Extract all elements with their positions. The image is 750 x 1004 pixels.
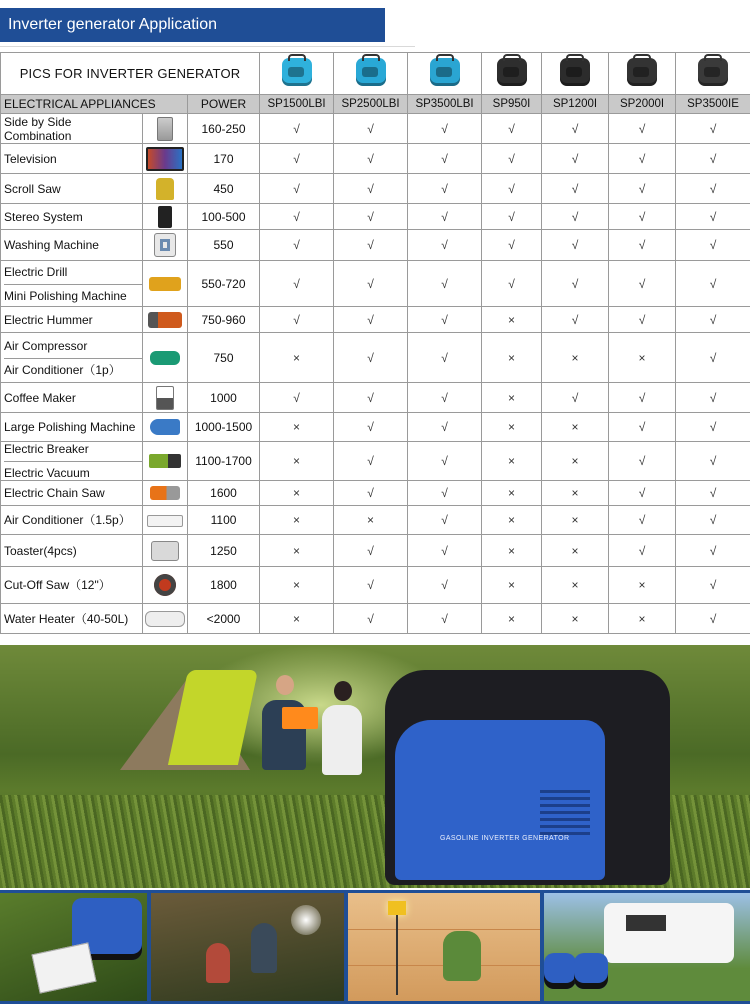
cutoff-saw-icon <box>154 574 176 596</box>
generator-label: GASOLINE INVERTER GENERATOR <box>440 835 570 842</box>
compatible-mark: √ <box>482 261 542 307</box>
appliance-row <box>1 413 750 442</box>
compatible-mark: √ <box>482 174 542 204</box>
incompatible-mark: × <box>260 506 334 535</box>
generator-vent <box>540 790 590 838</box>
compatible-mark: √ <box>676 383 750 413</box>
appliance-image <box>143 230 188 261</box>
appliance-power: 550 <box>188 230 260 261</box>
thumbnail-charging <box>0 893 147 1001</box>
person-head <box>334 681 352 701</box>
compatible-mark: √ <box>334 604 408 634</box>
appliance-name <box>1 204 143 230</box>
appliance-image <box>143 383 188 413</box>
appliance-power: <2000 <box>188 604 260 634</box>
compatible-mark: √ <box>408 174 482 204</box>
rv <box>604 903 734 963</box>
appliance-power: 1000 <box>188 383 260 413</box>
compatible-mark: √ <box>482 230 542 261</box>
compatible-mark: √ <box>609 442 676 481</box>
col-header-appliances: ELECTRICAL APPLIANCES <box>1 95 188 114</box>
compatible-mark: √ <box>676 144 750 174</box>
compatible-mark: √ <box>676 333 750 383</box>
generator-icon <box>574 953 608 989</box>
generator-icon <box>497 58 527 86</box>
person <box>206 943 230 983</box>
col-header-model: SP2000I <box>609 95 676 114</box>
appliance-row <box>1 204 750 230</box>
divider <box>0 46 415 47</box>
appliance-name <box>1 383 143 413</box>
appliance-label: Electric Hummer <box>4 312 93 327</box>
appliance-image <box>143 144 188 174</box>
compatible-mark: √ <box>334 481 408 506</box>
appliance-row <box>1 114 750 144</box>
appliance-power: 170 <box>188 144 260 174</box>
appliance-name <box>1 174 143 204</box>
incompatible-mark: × <box>609 604 676 634</box>
appliance-image <box>143 604 188 634</box>
generator-image-sp950i <box>482 53 542 95</box>
section-banner <box>0 8 385 42</box>
appliance-label: Electric Chain Saw <box>4 486 105 500</box>
appliance-row <box>1 442 750 481</box>
compatible-mark: √ <box>408 535 482 567</box>
appliance-image <box>143 413 188 442</box>
appliance-image <box>143 506 188 535</box>
generator-icon <box>356 58 386 86</box>
incompatible-mark: × <box>482 383 542 413</box>
appliance-name <box>1 506 143 535</box>
appliance-name <box>1 413 143 442</box>
appliance-power: 1100-1700 <box>188 442 260 481</box>
incompatible-mark: × <box>542 535 609 567</box>
appliance-row <box>1 230 750 261</box>
ac-icon <box>147 515 183 527</box>
appliance-power: 160-250 <box>188 114 260 144</box>
generator-image-sp1500lbi <box>260 53 334 95</box>
appliance-power: 1800 <box>188 567 260 604</box>
compatible-mark: √ <box>676 204 750 230</box>
fridge-icon <box>157 117 173 141</box>
generator-icon <box>430 58 460 86</box>
compatible-mark: √ <box>334 442 408 481</box>
chainsaw-icon <box>150 486 180 500</box>
appliance-name <box>1 230 143 261</box>
compatible-mark: √ <box>408 481 482 506</box>
header-row <box>1 95 750 114</box>
appliance-image <box>143 307 188 333</box>
compatible-mark: √ <box>676 307 750 333</box>
incompatible-mark: × <box>542 413 609 442</box>
water-heater-icon <box>145 611 185 627</box>
incompatible-mark: × <box>609 333 676 383</box>
compatible-mark: √ <box>609 413 676 442</box>
appliance-name <box>1 535 143 567</box>
generator-image-sp3500lbi <box>408 53 482 95</box>
appliance-label: Television <box>4 151 57 166</box>
appliance-label: Large Polishing Machine <box>4 420 136 434</box>
compatible-mark: √ <box>542 204 609 230</box>
appliance-label: Air Conditioner（1.5p） <box>4 513 131 527</box>
compatible-mark: √ <box>408 442 482 481</box>
compatible-mark: √ <box>334 174 408 204</box>
pictures-row <box>1 53 750 95</box>
appliance-row <box>1 174 750 204</box>
compatible-mark: √ <box>334 383 408 413</box>
appliance-power: 1100 <box>188 506 260 535</box>
compatible-mark: √ <box>260 174 334 204</box>
compatible-mark: √ <box>609 261 676 307</box>
incompatible-mark: × <box>609 567 676 604</box>
compatible-mark: √ <box>334 413 408 442</box>
speaker-icon <box>158 206 172 228</box>
appliance-label: Air Conditioner（1p） <box>4 358 142 377</box>
appliance-power: 550-720 <box>188 261 260 307</box>
compatible-mark: √ <box>334 333 408 383</box>
compatible-mark: √ <box>408 230 482 261</box>
appliance-label: Coffee Maker <box>4 390 76 405</box>
compatible-mark: √ <box>609 535 676 567</box>
compatible-mark: √ <box>676 481 750 506</box>
thumbnail-camping <box>151 893 344 1001</box>
incompatible-mark: × <box>482 535 542 567</box>
application-table <box>0 52 750 634</box>
compatible-mark: √ <box>260 230 334 261</box>
appliance-label: Electric Drill <box>4 264 68 279</box>
appliance-label: Cut-Off Saw（12"） <box>4 578 111 592</box>
toaster-icon <box>151 541 179 561</box>
generator-icon <box>560 58 590 86</box>
col-header-model: SP2500LBI <box>334 95 408 114</box>
compatible-mark: √ <box>542 261 609 307</box>
appliance-power: 1250 <box>188 535 260 567</box>
compatible-mark: √ <box>334 567 408 604</box>
incompatible-mark: × <box>260 442 334 481</box>
compatible-mark: √ <box>260 204 334 230</box>
compatible-mark: √ <box>334 535 408 567</box>
appliance-image <box>143 442 188 481</box>
compatible-mark: √ <box>676 261 750 307</box>
appliance-row <box>1 383 750 413</box>
compatible-mark: √ <box>260 261 334 307</box>
appliance-name <box>1 567 143 604</box>
compatible-mark: √ <box>542 174 609 204</box>
appliance-label: Electric Vacuum <box>4 461 142 480</box>
incompatible-mark: × <box>542 442 609 481</box>
appliance-name <box>1 114 143 144</box>
hammer-icon <box>148 312 182 328</box>
compatible-mark: √ <box>676 506 750 535</box>
appliance-image <box>143 204 188 230</box>
thumbnail-worksite <box>348 893 540 1001</box>
compatible-mark: √ <box>334 230 408 261</box>
appliance-label: Water Heater（40-50L) <box>4 611 129 626</box>
appliance-label: Air Compressor <box>4 338 88 353</box>
banner-title: Inverter generator Application <box>8 16 218 33</box>
worker <box>443 931 481 981</box>
appliance-label: Scroll Saw <box>4 181 61 196</box>
compatible-mark: √ <box>408 144 482 174</box>
appliance-power: 450 <box>188 174 260 204</box>
compatible-mark: √ <box>408 506 482 535</box>
col-header-model: SP1500LBI <box>260 95 334 114</box>
incompatible-mark: × <box>482 604 542 634</box>
appliance-name <box>1 261 143 307</box>
appliance-label: Electric Breaker <box>4 442 89 456</box>
generator-icon <box>282 58 312 86</box>
compatible-mark: √ <box>609 114 676 144</box>
incompatible-mark: × <box>482 413 542 442</box>
generator-image-sp1200i <box>542 53 609 95</box>
appliance-row <box>1 567 750 604</box>
compatible-mark: √ <box>408 307 482 333</box>
compatible-mark: √ <box>676 114 750 144</box>
appliance-image <box>143 567 188 604</box>
compatible-mark: √ <box>609 230 676 261</box>
compatible-mark: √ <box>334 261 408 307</box>
incompatible-mark: × <box>482 481 542 506</box>
compatible-mark: √ <box>334 144 408 174</box>
appliance-row <box>1 535 750 567</box>
laptop <box>282 707 318 729</box>
appliance-row <box>1 604 750 634</box>
appliance-row <box>1 333 750 383</box>
appliance-name <box>1 442 143 481</box>
compatible-mark: √ <box>408 261 482 307</box>
incompatible-mark: × <box>260 604 334 634</box>
angle-grinder-icon <box>150 419 180 435</box>
compatible-mark: √ <box>542 307 609 333</box>
appliance-power: 750 <box>188 333 260 383</box>
appliance-name <box>1 604 143 634</box>
appliance-name <box>1 144 143 174</box>
compatible-mark: √ <box>609 307 676 333</box>
jigsaw-icon <box>156 178 174 200</box>
appliance-label: Toaster(4pcs) <box>4 543 77 558</box>
compatible-mark: √ <box>408 383 482 413</box>
appliance-name <box>1 481 143 506</box>
appliance-label: Side by Side Combination <box>4 114 72 143</box>
appliance-row <box>1 144 750 174</box>
col-header-model: SP1200I <box>542 95 609 114</box>
compatible-mark: √ <box>676 604 750 634</box>
compatible-mark: √ <box>609 174 676 204</box>
compatible-mark: √ <box>260 144 334 174</box>
person <box>322 705 362 775</box>
work-lamp <box>388 901 406 915</box>
compatible-mark: √ <box>482 144 542 174</box>
compatible-mark: √ <box>408 114 482 144</box>
compatible-mark: √ <box>334 114 408 144</box>
appliance-label: Mini Polishing Machine <box>4 284 142 303</box>
compressor-icon <box>150 351 180 365</box>
generator-image-sp2500lbi <box>334 53 408 95</box>
compatible-mark: √ <box>609 144 676 174</box>
tv-icon <box>146 147 184 171</box>
compatible-mark: √ <box>676 535 750 567</box>
appliance-image <box>143 174 188 204</box>
thumbnail-rv <box>544 893 750 1001</box>
appliance-power: 1000-1500 <box>188 413 260 442</box>
hero-photo <box>0 645 750 888</box>
generator-image-sp2000i <box>609 53 676 95</box>
compatible-mark: √ <box>260 307 334 333</box>
appliance-power: 100-500 <box>188 204 260 230</box>
compatible-mark: √ <box>609 383 676 413</box>
appliance-row <box>1 261 750 307</box>
generator-icon <box>544 953 576 989</box>
col-header-power: POWER <box>188 95 260 114</box>
incompatible-mark: × <box>542 333 609 383</box>
generator-image-sp3500ie <box>676 53 750 95</box>
breaker-icon <box>149 454 181 468</box>
incompatible-mark: × <box>482 307 542 333</box>
appliance-image <box>143 481 188 506</box>
appliance-power: 1600 <box>188 481 260 506</box>
incompatible-mark: × <box>334 506 408 535</box>
compatible-mark: √ <box>542 144 609 174</box>
incompatible-mark: × <box>542 567 609 604</box>
col-header-model: SP950I <box>482 95 542 114</box>
compatible-mark: √ <box>408 333 482 383</box>
incompatible-mark: × <box>260 567 334 604</box>
compatible-mark: √ <box>542 383 609 413</box>
appliance-image <box>143 535 188 567</box>
compatible-mark: √ <box>676 567 750 604</box>
tablet <box>31 942 96 993</box>
appliance-image <box>143 114 188 144</box>
person <box>251 923 277 973</box>
incompatible-mark: × <box>260 535 334 567</box>
washer-icon <box>154 233 176 257</box>
compatible-mark: √ <box>408 604 482 634</box>
compatible-mark: √ <box>676 174 750 204</box>
coffee-icon <box>156 386 174 410</box>
compatible-mark: √ <box>609 506 676 535</box>
col-header-model: SP3500LBI <box>408 95 482 114</box>
person-head <box>276 675 294 695</box>
incompatible-mark: × <box>482 333 542 383</box>
appliance-image <box>143 261 188 307</box>
appliance-power: 750-960 <box>188 307 260 333</box>
compatible-mark: √ <box>334 204 408 230</box>
appliance-image <box>143 333 188 383</box>
compatible-mark: √ <box>334 307 408 333</box>
compatible-mark: √ <box>609 481 676 506</box>
compatible-mark: √ <box>609 204 676 230</box>
incompatible-mark: × <box>260 413 334 442</box>
appliance-row <box>1 481 750 506</box>
compatible-mark: √ <box>542 114 609 144</box>
incompatible-mark: × <box>542 481 609 506</box>
incompatible-mark: × <box>260 333 334 383</box>
compatible-mark: √ <box>482 114 542 144</box>
incompatible-mark: × <box>482 567 542 604</box>
compatible-mark: √ <box>676 413 750 442</box>
compatible-mark: √ <box>482 204 542 230</box>
appliance-name <box>1 333 143 383</box>
compatible-mark: √ <box>408 413 482 442</box>
compatible-mark: √ <box>408 567 482 604</box>
generator-icon <box>627 58 657 86</box>
col-header-model: SP3500IE <box>676 95 750 114</box>
appliance-row <box>1 506 750 535</box>
incompatible-mark: × <box>260 481 334 506</box>
incompatible-mark: × <box>542 506 609 535</box>
incompatible-mark: × <box>482 442 542 481</box>
compatible-mark: √ <box>676 442 750 481</box>
compatible-mark: √ <box>676 230 750 261</box>
compatible-mark: √ <box>260 114 334 144</box>
compatible-mark: √ <box>408 204 482 230</box>
appliance-name <box>1 307 143 333</box>
thumbnail-strip <box>0 890 750 1004</box>
compatible-mark: √ <box>260 383 334 413</box>
appliance-label: Stereo System <box>4 209 83 224</box>
appliance-label: Washing Machine <box>4 238 99 252</box>
incompatible-mark: × <box>542 604 609 634</box>
incompatible-mark: × <box>482 506 542 535</box>
generator-icon <box>698 58 728 86</box>
appliance-row <box>1 307 750 333</box>
compatible-mark: √ <box>542 230 609 261</box>
pics-title: PICS FOR INVERTER GENERATOR <box>1 53 260 95</box>
drill-icon <box>149 277 181 291</box>
